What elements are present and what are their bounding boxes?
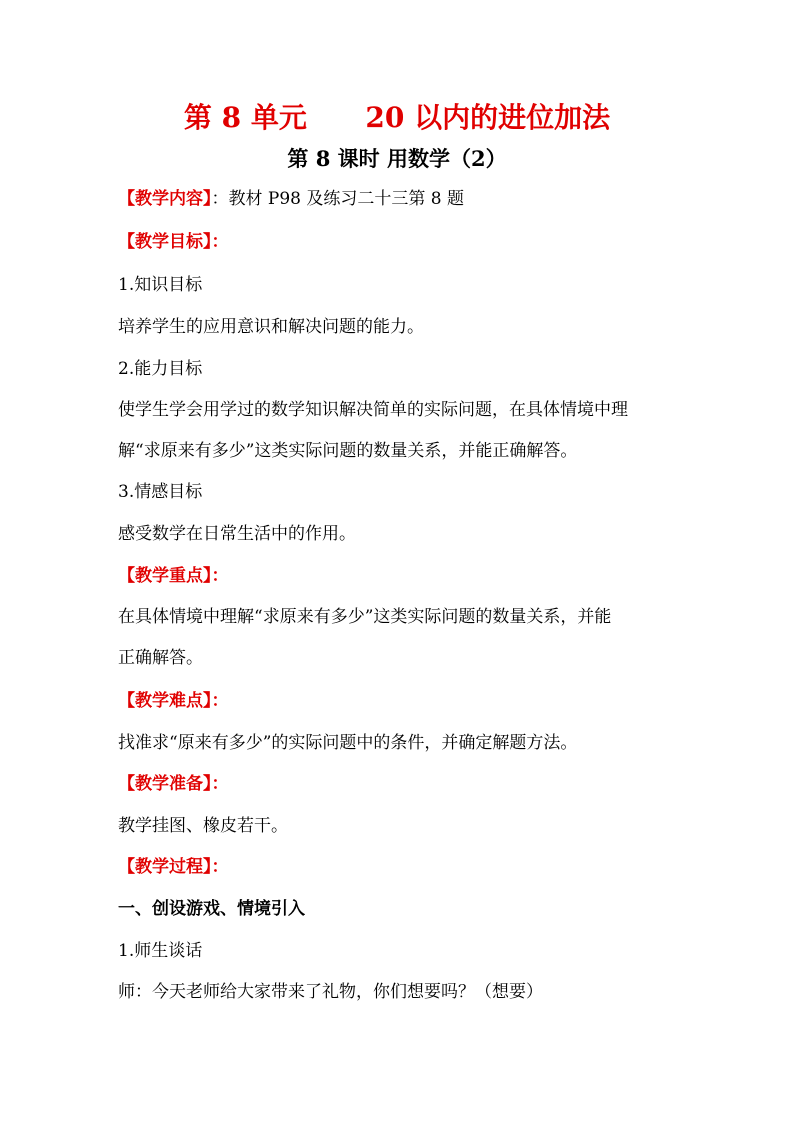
- content-text: ：教材 P98 及练习二十三第 8 题: [211, 189, 465, 209]
- goal2-text-line1: 使学生学会用学过的数学知识解决简单的实际问题，在具体情境中理: [118, 400, 628, 420]
- process-label: 【教学过程】：: [118, 857, 229, 877]
- prep-label: 【教学准备】：: [118, 774, 229, 794]
- difficulty-label: 【教学难点】：: [118, 691, 229, 711]
- section1-heading: 一、创设游戏、情境引入: [118, 899, 305, 919]
- goal2-text-line2: 解“求原来有多少”这类实际问题的数量关系，并能正确解答。: [118, 441, 578, 461]
- goal2-title: 2.能力目标: [118, 359, 203, 379]
- content-label: 【教学内容】: [118, 189, 212, 209]
- goal1-text: 培养学生的应用意识和解决问题的能力。: [118, 317, 424, 337]
- goal3-text: 感受数学在日常生活中的作用。: [118, 524, 356, 544]
- unit-title: 第 8 单元 20 以内的进位加法: [183, 101, 611, 134]
- prep-text: 教学挂图、橡皮若干。: [118, 816, 288, 836]
- lesson-title: 第 8 课时 用数学（2）: [287, 146, 507, 171]
- key-text-line1: 在具体情境中理解“求原来有多少”这类实际问题的数量关系，并能: [118, 607, 612, 627]
- content-line: [118, 186, 698, 212]
- dialog1-text: 师：今天老师给大家带来了礼物，你们想要吗？（想要）: [118, 982, 543, 1002]
- key-text-line2: 正确解答。: [118, 648, 203, 668]
- goals-label: 【教学目标】：: [118, 232, 229, 252]
- difficulty-text: 找准求“原来有多少”的实际问题中的条件，并确定解题方法。: [118, 733, 578, 753]
- goal3-title: 3.情感目标: [118, 482, 203, 502]
- goal1-title: 1.知识目标: [118, 275, 203, 295]
- step1-title: 1.师生谈话: [118, 941, 203, 961]
- key-label: 【教学重点】：: [118, 566, 229, 586]
